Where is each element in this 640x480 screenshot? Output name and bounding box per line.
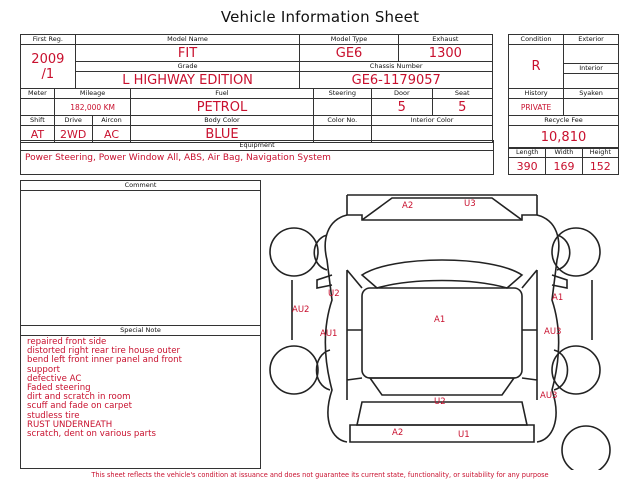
special-note-item: distorted right rear tire house outer (27, 346, 181, 357)
tire-rear-left-icon (270, 346, 318, 394)
special-note-item: defective AC (27, 373, 82, 384)
length-label: Length (509, 148, 546, 158)
mark-au2-left: AU2 (292, 305, 310, 315)
mileage-label: Mileage (54, 89, 131, 99)
comment-label: Comment (21, 181, 260, 191)
width-value: 169 (546, 158, 582, 175)
mark-a1-right: A1 (552, 293, 564, 303)
door-label: Door (372, 89, 432, 99)
windshield-icon (362, 260, 522, 288)
model-type-value: GE6 (300, 45, 398, 62)
height-label: Height (582, 148, 618, 158)
condition-table (508, 34, 619, 89)
mark-a2-bottom: A2 (392, 428, 404, 438)
syaken-value (564, 99, 619, 116)
aircon-value: AC (92, 126, 131, 143)
chassis-number-value: GE6-1179057 (300, 72, 493, 89)
history-table (508, 88, 619, 149)
equipment-box (20, 140, 494, 175)
mark-u3-top: U3 (464, 199, 476, 209)
first-reg-year: 2009 (31, 51, 65, 67)
meter-label: Meter (21, 89, 55, 99)
right-door-lines-icon (522, 270, 537, 400)
condition-value: R (509, 45, 564, 89)
history-label: History (509, 89, 564, 99)
vehicle-info-table (20, 34, 493, 89)
grade-label: Grade (75, 62, 300, 72)
shift-value: AT (21, 126, 55, 143)
roof-icon (362, 288, 522, 378)
equipment-label: Equipment (21, 141, 493, 151)
width-label: Width (546, 148, 582, 158)
mark-au1-left: AU1 (320, 329, 338, 339)
aircon-label: Aircon (92, 116, 131, 126)
sheet-title: Vehicle Information Sheet (220, 8, 420, 26)
first-reg-cell (21, 45, 76, 89)
tire-front-left-icon (270, 228, 318, 276)
color-no-label: Color No. (313, 116, 372, 126)
mark-u2-left: U2 (328, 289, 340, 299)
exhaust-label: Exhaust (398, 35, 492, 45)
special-note-item: Faded steering (27, 383, 91, 394)
meter-value (21, 99, 55, 116)
mark-a2-top: A2 (402, 201, 414, 211)
vehicle-spec-table (20, 88, 493, 143)
special-note-item: repaired front side (27, 337, 107, 347)
mark-au3-right-lower: AU3 (540, 391, 558, 401)
height-value: 152 (582, 158, 618, 175)
mark-au3-right-upper: AU3 (544, 327, 562, 337)
mileage-value: 182,000 KM (54, 99, 131, 116)
model-name-label: Model Name (75, 35, 300, 45)
mark-u1-bottom: U1 (458, 430, 470, 440)
condition-label: Condition (509, 35, 564, 45)
recycle-fee-value: 10,810 (509, 126, 619, 149)
special-note-item: studless tire (27, 410, 80, 421)
grade-value: L HIGHWAY EDITION (75, 72, 300, 89)
shift-label: Shift (21, 116, 55, 126)
syaken-label: Syaken (564, 89, 619, 99)
special-note-label: Special Note (21, 326, 260, 336)
exhaust-value: 1300 (398, 45, 492, 62)
seat-value: 5 (432, 99, 492, 116)
hood-icon (362, 198, 522, 220)
special-note-item: RUST UNDERNEATH (27, 419, 113, 430)
special-note-box (20, 325, 261, 469)
door-value: 5 (372, 99, 432, 116)
left-door-lines-icon (347, 270, 362, 400)
special-notes-list (27, 338, 182, 439)
interior-color-label: Interior Color (372, 116, 493, 126)
dimensions-table (508, 147, 619, 175)
exterior-value (564, 45, 619, 64)
first-reg-label: First Reg. (21, 35, 76, 45)
steering-label: Steering (313, 89, 372, 99)
special-note-item: support (27, 364, 60, 375)
interior-value (564, 74, 619, 89)
model-type-label: Model Type (300, 35, 398, 45)
mark-a1-center: A1 (434, 315, 446, 325)
drive-label: Drive (54, 116, 92, 126)
history-value: PRIVATE (509, 99, 564, 116)
recycle-fee-label: Recycle Fee (509, 116, 619, 126)
body-color-value: BLUE (131, 126, 313, 143)
disclaimer-text: This sheet reflects the vehicle's condition at issuance and does not guarantee its current state, functionality, or suitability for any purpose (91, 471, 549, 479)
drive-value: 2WD (54, 126, 92, 143)
car-damage-diagram (262, 180, 622, 470)
rear-bumper-icon (350, 425, 534, 442)
length-value: 390 (509, 158, 546, 175)
mark-u2-bottom: U2 (434, 397, 446, 407)
comment-box (20, 180, 261, 326)
body-color-label: Body Color (131, 116, 313, 126)
special-note-item: bend left front inner panel and front (27, 355, 182, 366)
steering-value (313, 99, 372, 116)
equipment-value: Power Steering, Power Window All, ABS, Air Bag, Navigation System (25, 153, 331, 163)
spare-tire-icon (562, 426, 610, 470)
fuel-value: PETROL (131, 99, 313, 116)
special-note-item: scuff and fade on carpet (27, 401, 133, 412)
seat-label: Seat (432, 89, 492, 99)
special-note-item: dirt and scratch in room (27, 392, 131, 403)
exterior-label: Exterior (564, 35, 619, 45)
rear-window-icon (370, 378, 514, 395)
first-reg-month: /1 (41, 66, 55, 82)
fuel-label: Fuel (131, 89, 313, 99)
model-name-value: FIT (75, 45, 300, 62)
special-note-item: scratch, dent on various parts (27, 429, 157, 440)
interior-label: Interior (564, 64, 619, 74)
chassis-number-label: Chassis Number (300, 62, 493, 72)
